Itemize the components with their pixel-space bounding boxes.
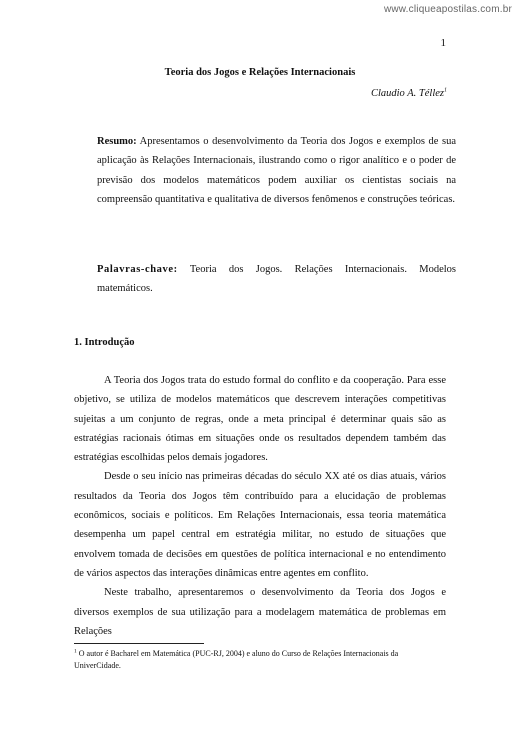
keywords <box>97 260 456 299</box>
abstract-text: Apresentamos o desenvolvimento da Teoria dos Jogos e exemplos de sua aplicação às Relações Internacionais, ilustrando como o rigor analítico e o poder de previsão dos modelos matemáticos podem auxiliar os cientistas sociais na compreensão quantitativa e qualitativa de diversos fenômenos e construções teóricas. <box>97 136 456 205</box>
site-watermark: www.cliqueapostilas.com.br <box>383 4 512 15</box>
footnote-marker: 1 <box>74 648 77 655</box>
author-name: Claudio A. Téllez <box>370 88 444 99</box>
footnote <box>74 648 446 671</box>
page-number: 1 <box>440 37 446 49</box>
section-body <box>74 371 446 641</box>
paper-title: Teoria dos Jogos e Relações Internacionais <box>164 67 356 78</box>
keywords-text: Teoria dos Jogos. Relações Internacionais. Modelos matemáticos. <box>97 264 457 295</box>
author-footnote-marker: 1 <box>444 87 447 94</box>
footnote-text: O autor é Bacharel em Matemática (PUC-RJ, 2004) e aluno do Curso de Relações Internacionais da UniverCidade. <box>74 649 399 670</box>
body-paragraph: Neste trabalho, apresentaremos o desenvolvimento da Teoria dos Jogos e diversos exemplos de sua utilização para a modelagem matemática de problemas em Relações <box>74 587 446 637</box>
keywords-label: Palavras-chave: <box>97 264 178 275</box>
author-line <box>371 88 447 99</box>
body-paragraph: A Teoria dos Jogos trata do estudo formal do conflito e da cooperação. Para esse objetivo, se utiliza de modelos matemáticos que descrevem interações competitivas sujeitas a um conjunto de regras, onde a meta principal é determinar quais são as estratégias racionais ótimas em situações onde os resultados dependem também das estratégias escolhidas pelos demais jogadores. <box>74 375 446 464</box>
abstract-label: Resumo: <box>97 136 137 147</box>
footnote-divider <box>74 643 204 644</box>
section-heading: 1. Introdução <box>74 337 135 348</box>
abstract <box>97 132 456 209</box>
body-paragraph: Desde o seu início nas primeiras décadas do século XX até os dias atuais, vários resultados da Teoria dos Jogos têm contribuído para a elucidação de problemas econômicos, sociais e políticos. Em Relações Internacionais, essa teoria matemática desempenha um papel central em estratégia militar, no estudo de situações que envolvem tomada de decisões em questões de política internacional e no entendimento de vários aspectos das interações dinâmicas entre agentes em conflito. <box>74 471 446 579</box>
